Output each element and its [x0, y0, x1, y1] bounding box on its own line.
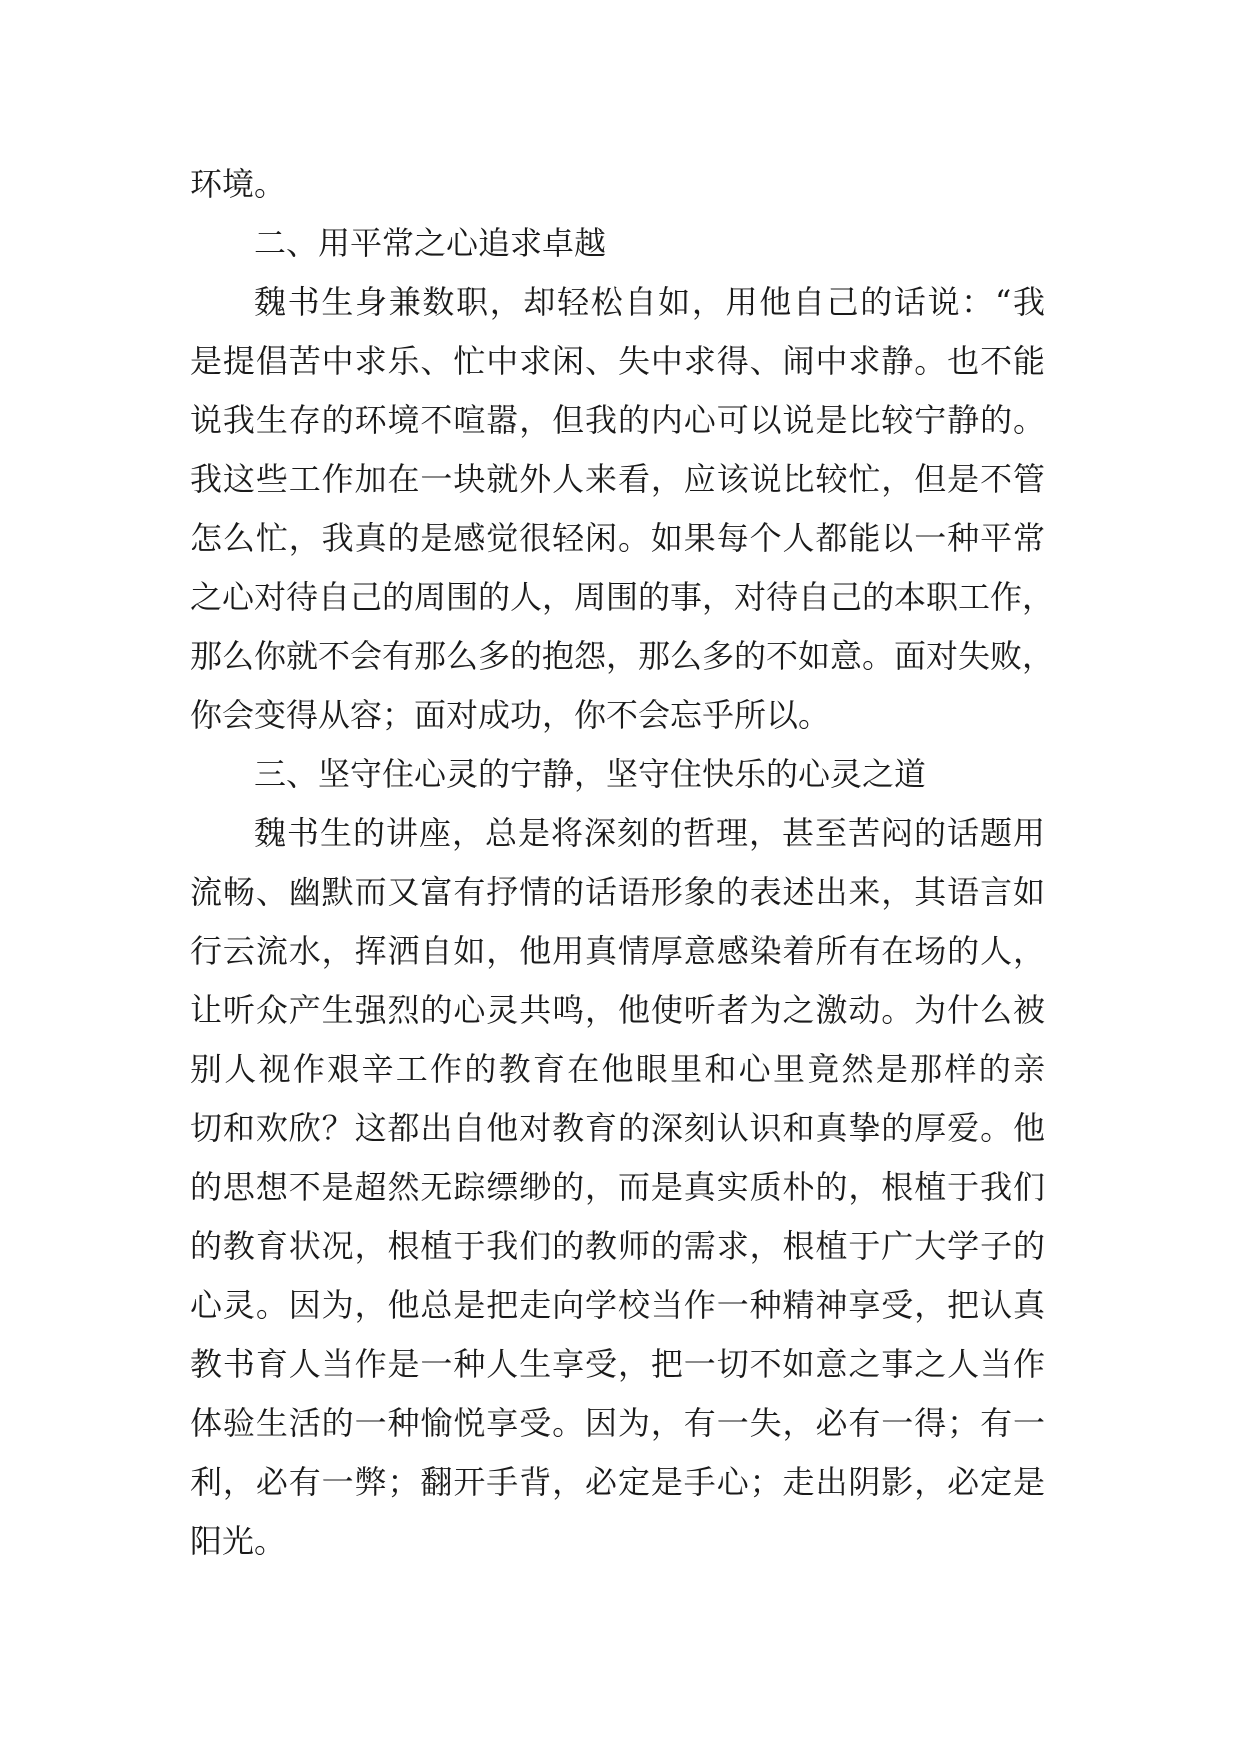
paragraph-line: 切和欢欣？这都出自他对教育的深刻认识和真挚的厚爱。他 [190, 1109, 1045, 1147]
paragraph-line: 魏书生身兼数职，却轻松自如，用他自己的话说：“我 [254, 283, 1045, 321]
paragraph-line: 说我生存的环境不喧嚣，但我的内心可以说是比较宁静的。 [190, 401, 1045, 439]
paragraph-line: 魏书生的讲座，总是将深刻的哲理，甚至苦闷的话题用 [254, 814, 1045, 852]
paragraph-line: 心灵。因为，他总是把走向学校当作一种精神享受，把认真 [190, 1286, 1045, 1324]
section-heading: 三、坚守住心灵的宁静，坚守住快乐的心灵之道 [254, 755, 927, 793]
paragraph-line: 流畅、幽默而又富有抒情的话语形象的表述出来，其语言如 [190, 873, 1045, 911]
paragraph-line: 那么你就不会有那么多的抱怨，那么多的不如意。面对失败， [190, 637, 1055, 675]
paragraph-line: 我这些工作加在一块就外人来看，应该说比较忙，但是不管 [190, 460, 1045, 498]
paragraph-line: 你会变得从容；面对成功，你不会忘乎所以。 [190, 696, 831, 734]
paragraph-line: 的思想不是超然无踪缥缈的，而是真实质朴的，根植于我们 [190, 1168, 1045, 1206]
paragraph-line: 体验生活的一种愉悦享受。因为，有一失，必有一得；有一 [190, 1404, 1045, 1442]
paragraph-line: 利，必有一弊；翻开手背，必定是手心；走出阴影，必定是 [190, 1463, 1045, 1501]
paragraph-line: 别人视作艰辛工作的教育在他眼里和心里竟然是那样的亲 [190, 1050, 1045, 1088]
paragraph-line: 之心对待自己的周围的人，周围的事，对待自己的本职工作， [190, 578, 1055, 616]
paragraph-line: 阳光。 [190, 1522, 287, 1560]
paragraph-line: 环境。 [190, 165, 287, 203]
paragraph-line: 的教育状况，根植于我们的教师的需求，根植于广大学子的 [190, 1227, 1045, 1265]
section-heading: 二、用平常之心追求卓越 [254, 224, 607, 262]
paragraph-line: 让听众产生强烈的心灵共鸣，他使听者为之激动。为什么被 [190, 991, 1045, 1029]
paragraph-line: 是提倡苦中求乐、忙中求闲、失中求得、闹中求静。也不能 [190, 342, 1045, 380]
paragraph-line: 行云流水，挥洒自如，他用真情厚意感染着所有在场的人， [190, 932, 1045, 970]
paragraph-line: 怎么忙，我真的是感觉很轻闲。如果每个人都能以一种平常 [190, 519, 1045, 557]
paragraph-line: 教书育人当作是一种人生享受，把一切不如意之事之人当作 [190, 1345, 1045, 1383]
